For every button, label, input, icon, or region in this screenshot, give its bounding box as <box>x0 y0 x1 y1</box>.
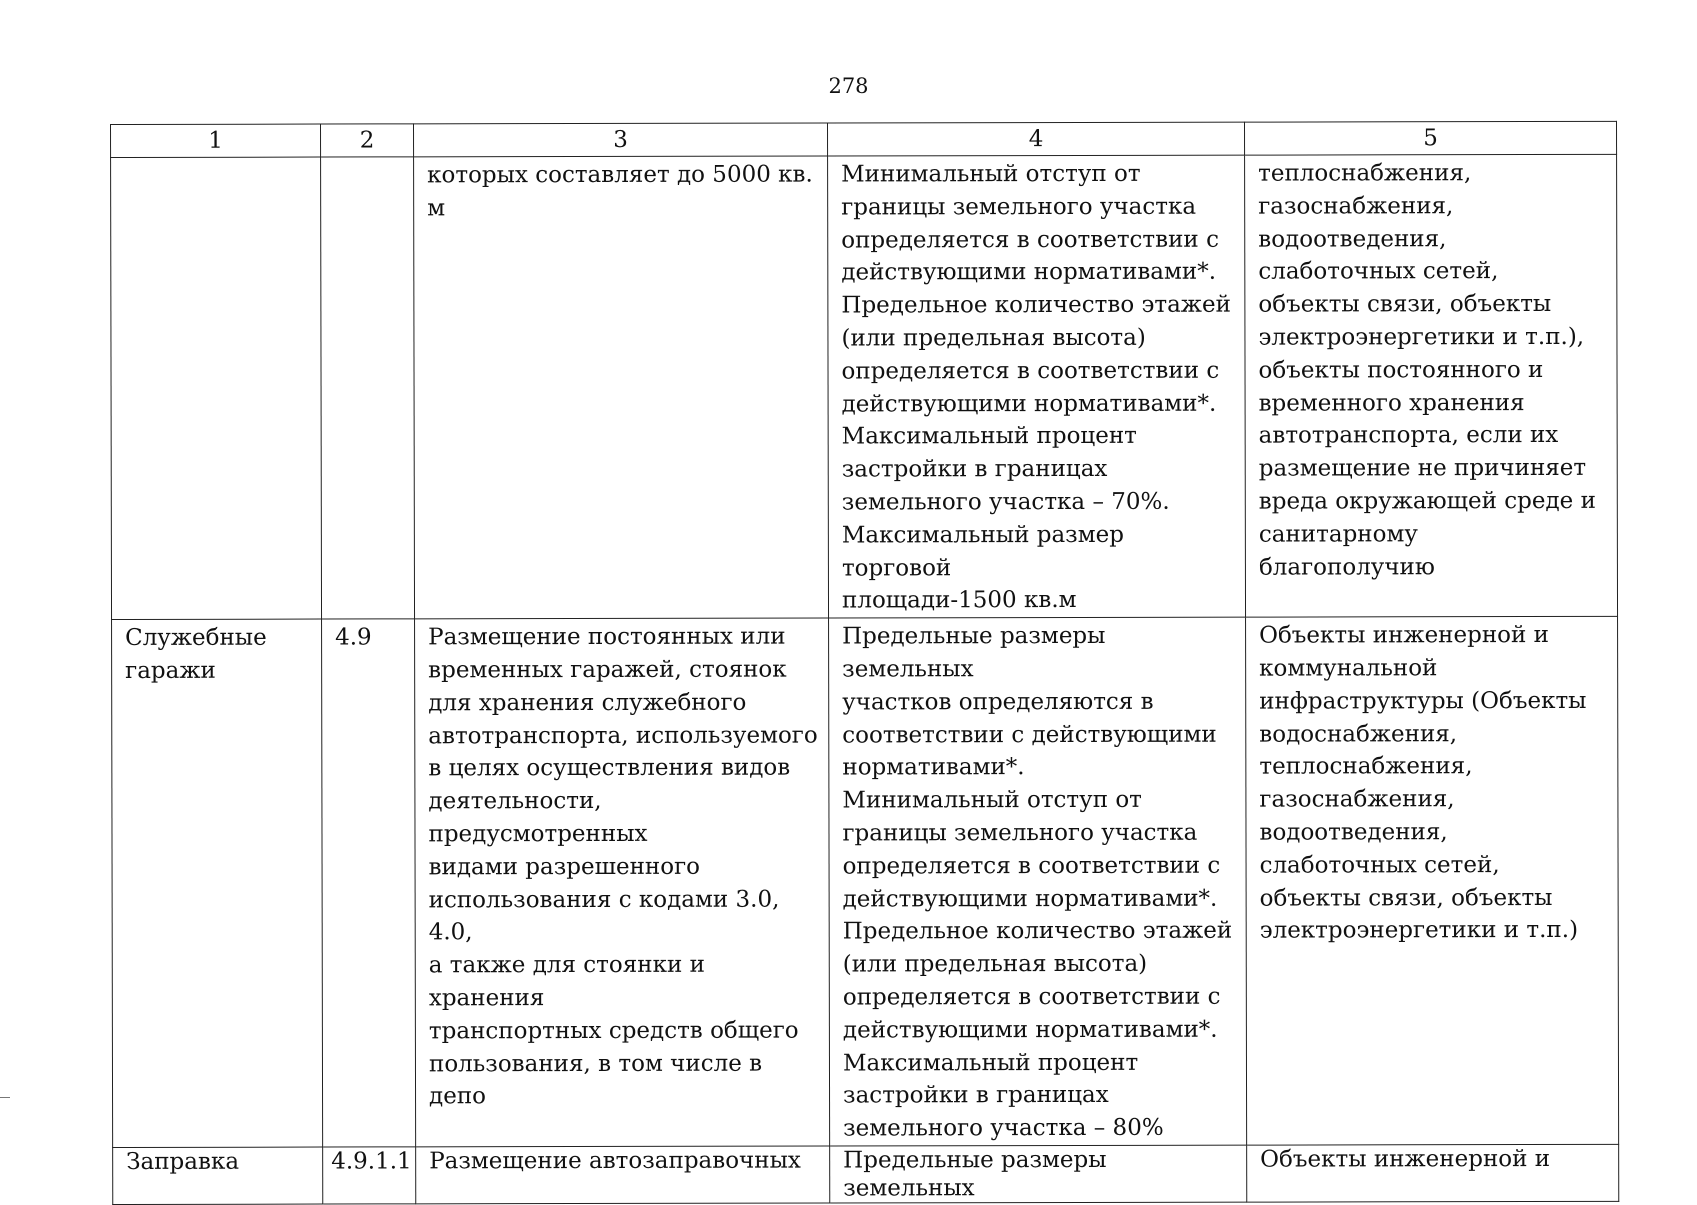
cell-text: Объекты инженерной и <box>1260 1145 1551 1173</box>
cell-use-description <box>416 1146 830 1204</box>
header-row <box>111 121 1617 157</box>
cell-use-description <box>415 618 830 1147</box>
cell-text: Предельные размеры земельных <box>843 1146 1107 1202</box>
column-header-5: 5 <box>1244 121 1616 155</box>
page-number: 278 <box>828 74 869 98</box>
cell-use-code <box>322 619 416 1147</box>
cell-use-name <box>111 157 322 620</box>
cell-use-description <box>414 156 829 619</box>
cell-text: Размещение постоянных или временных гаражей, стоянок для хранения служебного автотранспорта, используемого в целях осуществления видов деятельности, предусмотренных видами разрешенного использования с кодами 3.0, 4.0, а также для стоянки и хранения транспортных средств общего пользования, в том числе в депо <box>428 623 818 1110</box>
table-row <box>113 1144 1619 1204</box>
cell-text: Заправка <box>126 1148 240 1175</box>
cell-use-name <box>113 1147 323 1204</box>
cell-use-name <box>112 619 323 1147</box>
cell-text: 4.9 <box>335 624 372 651</box>
cell-text: Служебные гаражи <box>125 624 267 684</box>
column-header-4: 4 <box>827 122 1244 156</box>
column-header-2: 2 <box>321 124 414 157</box>
cell-objects <box>1246 616 1619 1145</box>
cell-text: которых составляет до 5000 кв. м <box>427 161 813 222</box>
land-use-table <box>110 121 1619 1205</box>
cell-text: Минимальный отступ от границы земельного участка определяется в соответствии с действующими нормативами*. Предельное количество этажей (или предельная высота) определяется в соответствии с действующими нормативами*. Максимальный процент застройки в границах земельного участка – 70%. Максимальный размер торговой площади-1500 кв.м <box>841 160 1231 614</box>
cell-parameters <box>829 617 1247 1146</box>
cell-parameters <box>830 1145 1247 1203</box>
scan-edge-mark <box>0 1097 10 1098</box>
cell-parameters <box>828 155 1246 618</box>
cell-text: Предельные размеры земельных участков определяются в соответствии с действующими нормативами*. Минимальный отступ от границы земельного участка определяется в соответствии с действующими нормативами*. Предельное количество этажей (или предельная высота) определяется в соответствии с действующими нормативами*. Максимальный процент застройки в границах земельного участка – 80% <box>842 623 1233 1142</box>
cell-text: теплоснабжения, газоснабжения, водоотведения, слаботочных сетей, объекты связи, объекты электроэнергетики и т.п.), объекты постоянного и временного хранения автотранспорта, если их размещение не причиняет вреда окружающей среде и санитарному благополучию <box>1258 160 1596 581</box>
cell-text: Объекты инженерной и коммунальной инфраструктуры (Объекты водоснабжения, теплоснабжения, газоснабжения, водоотведения, слаботочных сетей, объекты связи, объекты электроэнергетики и т.п.) <box>1259 622 1587 944</box>
table-row <box>111 154 1618 619</box>
cell-objects <box>1247 1144 1619 1202</box>
table-row <box>112 616 1619 1147</box>
cell-objects <box>1245 154 1618 617</box>
cell-use-code <box>323 1147 416 1204</box>
cell-text: 4.9.1.1 <box>331 1148 412 1175</box>
column-header-1: 1 <box>111 124 321 157</box>
column-header-3: 3 <box>414 123 828 157</box>
cell-text: Размещение автозаправочных <box>429 1147 801 1175</box>
cell-use-code <box>321 157 415 619</box>
